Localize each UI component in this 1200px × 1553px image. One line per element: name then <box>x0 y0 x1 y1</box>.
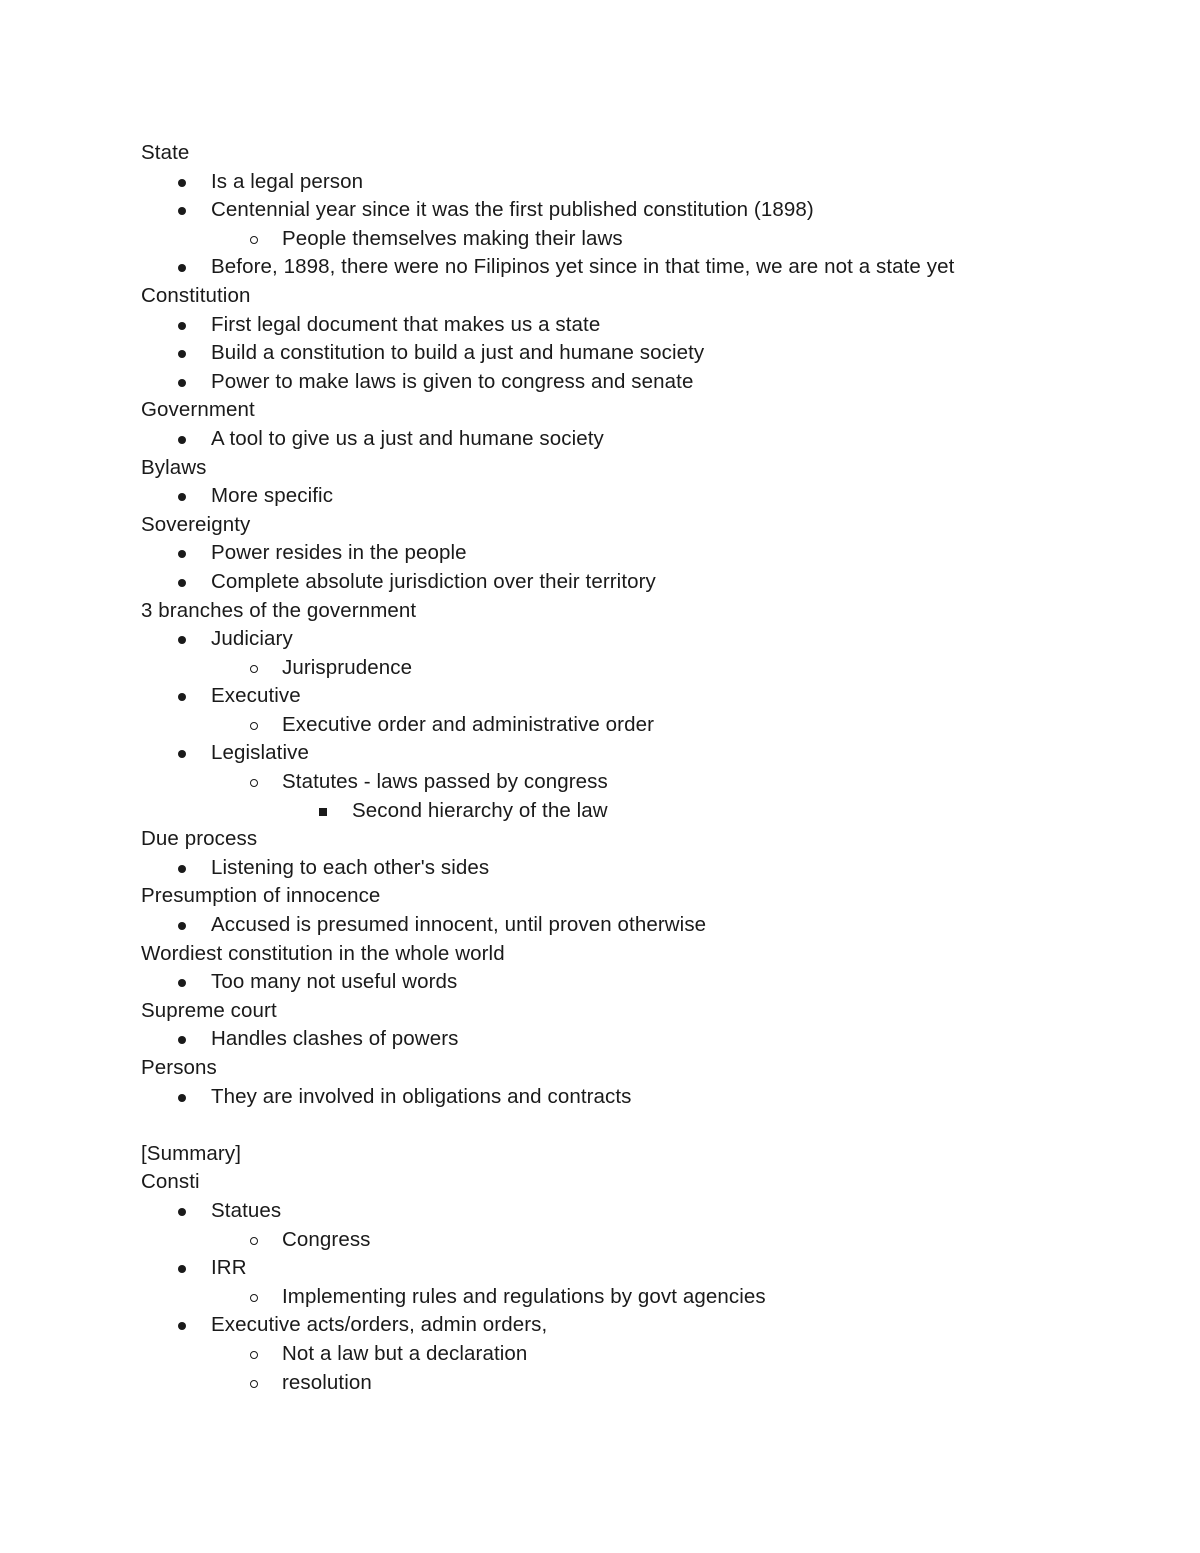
heading-text: State <box>141 141 190 164</box>
heading-line <box>0 1140 1200 1169</box>
list-item <box>0 196 1200 225</box>
heading-text: Government <box>141 398 255 422</box>
bullet-circle-icon <box>250 1294 258 1302</box>
list-item <box>0 253 1200 282</box>
bullet-disc-icon <box>178 264 186 272</box>
heading-line <box>0 282 1200 311</box>
bullet-circle-icon <box>250 722 258 730</box>
bullet-disc-icon <box>178 179 186 187</box>
list-item-text: Build a constitution to build a just and humane society <box>211 341 705 365</box>
bullet-disc-icon <box>178 1322 186 1330</box>
heading-line <box>0 825 1200 854</box>
list-item-text: Not a law but a declaration <box>282 1341 528 1365</box>
bullet-disc-icon <box>178 1094 186 1102</box>
list-item <box>0 1340 1200 1369</box>
heading-text: Consti <box>141 1170 200 1194</box>
blank-line <box>0 1111 1200 1140</box>
list-item-text: First legal document that makes us a state <box>211 312 601 336</box>
list-item <box>0 911 1200 940</box>
heading-line <box>0 511 1200 540</box>
bullet-disc-icon <box>178 579 186 587</box>
list-item-text: Second hierarchy of the law <box>352 798 608 822</box>
heading-line <box>0 1168 1200 1197</box>
list-item-text: Is a legal person <box>211 169 364 193</box>
heading-line <box>0 997 1200 1026</box>
bullet-disc-icon <box>178 322 186 330</box>
heading-line <box>0 396 1200 425</box>
bullet-disc-icon <box>178 207 186 215</box>
heading-text: Due process <box>141 827 258 851</box>
list-item-text: Executive <box>211 684 301 708</box>
list-item-text: Listening to each other's sides <box>211 855 490 879</box>
list-item <box>0 1083 1200 1112</box>
list-item-text: Congress <box>282 1227 371 1251</box>
list-item <box>0 225 1200 254</box>
list-item <box>0 568 1200 597</box>
bullet-disc-icon <box>178 550 186 558</box>
bullet-disc-icon <box>178 750 186 758</box>
list-item <box>0 625 1200 654</box>
list-item-text: Power resides in the people <box>211 541 467 565</box>
list-item <box>0 1283 1200 1312</box>
heading-line <box>0 1054 1200 1083</box>
list-item-text: People themselves making their laws <box>282 226 623 250</box>
heading-text: Persons <box>141 1056 217 1079</box>
list-item-text: Handles clashes of powers <box>211 1027 459 1051</box>
heading-text: Presumption of innocence <box>141 884 381 908</box>
list-item <box>0 654 1200 683</box>
heading-text: Sovereignty <box>141 512 251 536</box>
bullet-disc-icon <box>178 865 186 873</box>
list-item <box>0 1369 1200 1398</box>
list-item <box>0 711 1200 740</box>
heading-line <box>0 454 1200 483</box>
list-item-text: They are involved in obligations and contracts <box>211 1084 632 1108</box>
heading-text: Supreme court <box>141 998 277 1022</box>
list-item <box>0 168 1200 197</box>
list-item <box>0 739 1200 768</box>
list-item-text: Executive acts/orders, admin orders, <box>211 1313 548 1337</box>
bullet-circle-icon <box>250 1237 258 1245</box>
list-item-text: IRR <box>211 1256 247 1280</box>
heading-line <box>0 139 1200 168</box>
bullet-disc-icon <box>178 1208 186 1216</box>
heading-line <box>0 597 1200 626</box>
list-item <box>0 339 1200 368</box>
list-item <box>0 368 1200 397</box>
list-item <box>0 1254 1200 1283</box>
heading-text: Constitution <box>141 283 251 307</box>
list-item <box>0 539 1200 568</box>
bullet-disc-icon <box>178 1036 186 1044</box>
bullet-disc-icon <box>178 636 186 644</box>
bullet-disc-icon <box>178 493 186 501</box>
list-item <box>0 482 1200 511</box>
bullet-disc-icon <box>178 922 186 930</box>
list-item <box>0 425 1200 454</box>
list-item <box>0 311 1200 340</box>
bullet-disc-icon <box>178 379 186 387</box>
bullet-disc-icon <box>178 979 186 987</box>
list-item <box>0 1226 1200 1255</box>
list-item-text: Judiciary <box>211 627 293 651</box>
bullet-circle-icon <box>250 1380 258 1388</box>
list-item-text: More specific <box>211 484 334 508</box>
list-item <box>0 797 1200 826</box>
list-item <box>0 1197 1200 1226</box>
heading-text: 3 branches of the government <box>141 598 417 622</box>
heading-line <box>0 940 1200 969</box>
list-item-text: Statutes - laws passed by congress <box>282 770 608 794</box>
list-item-text: Power to make laws is given to congress and senate <box>211 369 694 393</box>
list-item-text: Executive order and administrative order <box>282 712 655 736</box>
list-item <box>0 1025 1200 1054</box>
list-item-text: Statues <box>211 1198 282 1222</box>
list-item <box>0 1311 1200 1340</box>
bullet-disc-icon <box>178 350 186 358</box>
list-item-text: Complete absolute jurisdiction over their territory <box>211 569 656 593</box>
list-item <box>0 968 1200 997</box>
heading-text: [Summary] <box>141 1141 241 1165</box>
list-item-text: Before, 1898, there were no Filipinos yet since in that time, we are not a state yet <box>211 255 955 279</box>
list-item-text: Legislative <box>211 741 309 765</box>
list-item <box>0 768 1200 797</box>
bullet-disc-icon <box>178 693 186 701</box>
list-item-text: Accused is presumed innocent, until proven otherwise <box>211 913 707 937</box>
bullet-circle-icon <box>250 665 258 673</box>
document-body <box>0 139 1200 1397</box>
list-item <box>0 854 1200 883</box>
list-item-text: Jurisprudence <box>282 655 413 679</box>
list-item <box>0 682 1200 711</box>
bullet-square-icon <box>319 808 327 816</box>
list-item-text: A tool to give us a just and humane society <box>211 426 604 450</box>
list-item-text: Centennial year since it was the first published constitution (1898) <box>211 198 814 222</box>
list-item-text: Too many not useful words <box>211 970 458 994</box>
bullet-circle-icon <box>250 236 258 244</box>
bullet-disc-icon <box>178 436 186 444</box>
list-item-text: resolution <box>282 1370 372 1394</box>
bullet-circle-icon <box>250 1351 258 1359</box>
heading-line <box>0 882 1200 911</box>
heading-text: Bylaws <box>141 455 207 479</box>
heading-text: Wordiest constitution in the whole world <box>141 941 505 965</box>
list-item-text: Implementing rules and regulations by govt agencies <box>282 1284 766 1308</box>
bullet-disc-icon <box>178 1265 186 1273</box>
bullet-circle-icon <box>250 779 258 787</box>
